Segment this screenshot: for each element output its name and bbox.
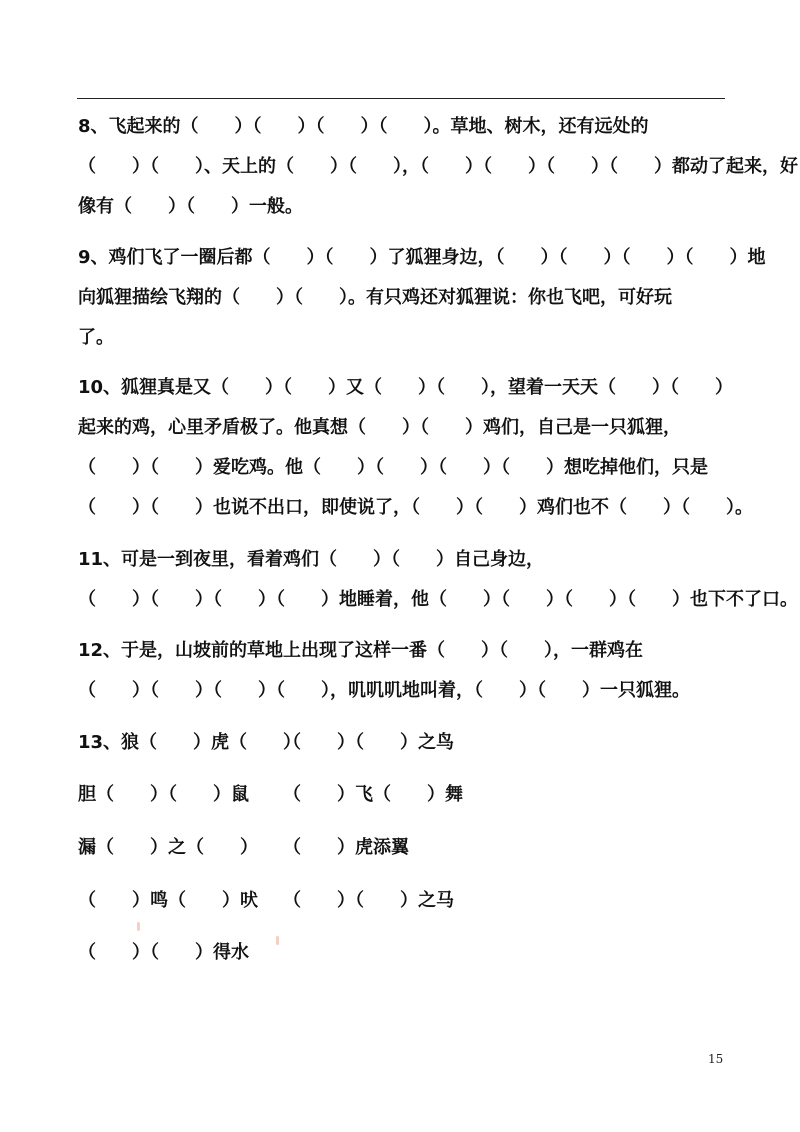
- question-11: [78, 540, 798, 620]
- question-line: 起来的鸡，心里矛盾极了。他真想（ ）（ ）鸡们，自己是一只狐狸，: [78, 417, 681, 438]
- idiom-item: 漏（ ）之（ ）: [78, 837, 258, 858]
- idiom-item: （ ）虎添翼: [283, 837, 409, 858]
- question-10: [78, 368, 753, 528]
- idiom-item: （ ）（ ）之鸟: [283, 732, 454, 753]
- idiom-item: （ ）（ ）之马: [283, 890, 454, 911]
- idiom-row: [78, 828, 728, 868]
- question-line: 12、于是，山坡前的草地上出现了这样一番（ ）（ ），一群鸡在: [78, 640, 644, 661]
- scan-smudge: [276, 936, 279, 945]
- question-line: 了。: [78, 327, 114, 348]
- question-line: 像有（ ）（ ）一般。: [78, 196, 303, 217]
- idiom-item: （ ）飞（ ）舞: [283, 784, 463, 805]
- scan-smudge: [137, 922, 140, 931]
- idiom-row: [78, 723, 728, 763]
- idiom-row: [78, 881, 728, 921]
- question-line: （ ）（ ）爱吃鸡。他（ ）（ ）（ ）（ ）想吃掉他们，只是: [78, 457, 708, 478]
- question-line: 向狐狸描绘飞翔的（ ）（ ）。有只鸡还对狐狸说：你也飞吧，可好玩: [78, 287, 672, 308]
- question-line: （ ）（ ）（ ）（ ）地睡着，他（ ）（ ）（ ）（ ）也下不了口。: [78, 589, 798, 610]
- question-line: （ ）（ ）（ ）（ ），叽叽叽地叫着，（ ）（ ）一只狐狸。: [78, 680, 690, 701]
- question-line: 11、可是一到夜里，看着鸡们（ ）（ ）自己身边，: [78, 549, 545, 570]
- question-12: [78, 631, 728, 711]
- idiom-item: （ ）（ ）得水: [78, 942, 249, 963]
- question-line: （ ）（ ）也说不出口，即使说了，（ ）（ ）鸡们也不（ ）（ ）。: [78, 497, 753, 518]
- idiom-row: [78, 933, 728, 973]
- idiom-row: [78, 775, 728, 815]
- question-line: 10、狐狸真是又（ ）（ ）又（ ）（ ），望着一天天（ ）（ ）: [78, 377, 734, 398]
- idiom-item: （ ）鸣（ ）吠: [78, 890, 258, 911]
- question-line: （ ）（ ）、天上的（ ）（ ），（ ）（ ）（ ）（ ）都动了起来，好: [78, 156, 798, 177]
- question-line: 9、鸡们飞了一圈后都（ ）（ ）了狐狸身边，（ ）（ ）（ ）（ ）地: [78, 247, 766, 268]
- question-9: [78, 238, 766, 358]
- question-8: [78, 107, 798, 227]
- idiom-item: 胆（ ）（ ）鼠: [78, 784, 249, 805]
- page-number: 15: [708, 1052, 724, 1066]
- top-rule: [77, 98, 725, 99]
- idiom-item: 13、狼（ ）虎（ ）: [78, 732, 302, 753]
- question-line: 8、飞起来的（ ）（ ）（ ）（ ）。草地、树木，还有远处的: [78, 116, 649, 137]
